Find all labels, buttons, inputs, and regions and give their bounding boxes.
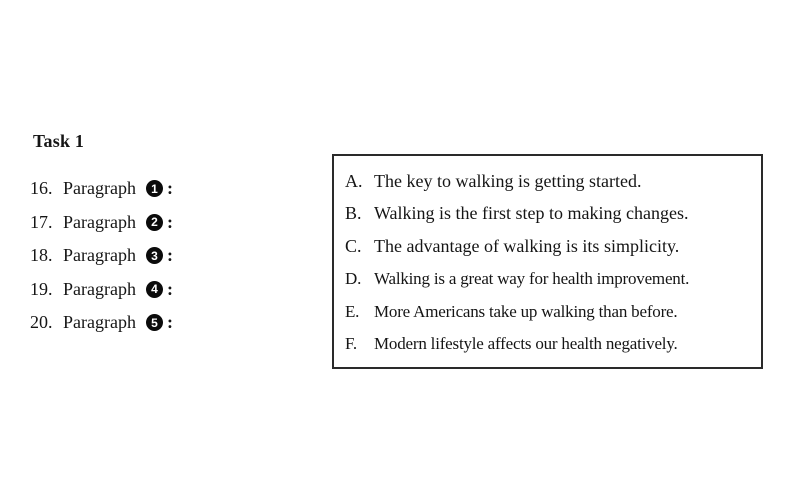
option-text: Walking is the first step to making changes.	[374, 203, 689, 224]
option-letter: B.	[345, 203, 362, 224]
circled-digit-badge: 3	[146, 247, 163, 264]
question-row-17	[30, 206, 173, 240]
option-letter: A.	[345, 170, 363, 191]
question-row-18	[30, 239, 173, 273]
option-letter: F.	[345, 334, 357, 354]
circled-digit-badge: 2	[146, 214, 163, 231]
question-number: 19.	[30, 278, 53, 299]
question-number: 18.	[30, 245, 53, 266]
option-row-d	[345, 263, 753, 296]
question-number: 16.	[30, 178, 53, 199]
question-label: Paragraph	[63, 211, 136, 232]
option-text: The key to walking is getting started.	[374, 170, 642, 191]
option-letter: D.	[345, 269, 362, 289]
question-row-19	[30, 273, 173, 307]
answer-options-box	[332, 154, 763, 369]
question-number: 20.	[30, 312, 53, 333]
question-colon: :	[166, 211, 173, 232]
option-letter: E.	[345, 301, 360, 321]
option-text: Modern lifestyle affects our health negatively.	[374, 334, 678, 354]
option-row-b	[345, 198, 753, 231]
option-row-c	[345, 230, 753, 263]
question-colon: :	[166, 312, 173, 333]
circled-digit-badge: 1	[146, 180, 163, 197]
question-row-16	[30, 172, 173, 206]
question-label: Paragraph	[63, 278, 136, 299]
option-text: Walking is a great way for health improvement.	[374, 269, 690, 289]
question-label: Paragraph	[63, 178, 136, 199]
option-text: More Americans take up walking than before.	[374, 301, 678, 321]
circled-digit-badge: 5	[146, 314, 163, 331]
question-colon: :	[166, 178, 173, 199]
question-row-20	[30, 306, 173, 340]
option-text: The advantage of walking is its simplicity.	[374, 235, 680, 256]
question-label: Paragraph	[63, 245, 136, 266]
question-number: 17.	[30, 211, 53, 232]
circled-digit-badge: 4	[146, 281, 163, 298]
task-title: Task 1	[33, 131, 85, 151]
option-row-e	[345, 295, 753, 328]
option-letter: C.	[345, 235, 362, 256]
question-colon: :	[166, 278, 173, 299]
option-row-f	[345, 328, 753, 361]
question-list	[30, 172, 173, 340]
question-label: Paragraph	[63, 312, 136, 333]
option-row-a	[345, 165, 753, 198]
question-colon: :	[166, 245, 173, 266]
